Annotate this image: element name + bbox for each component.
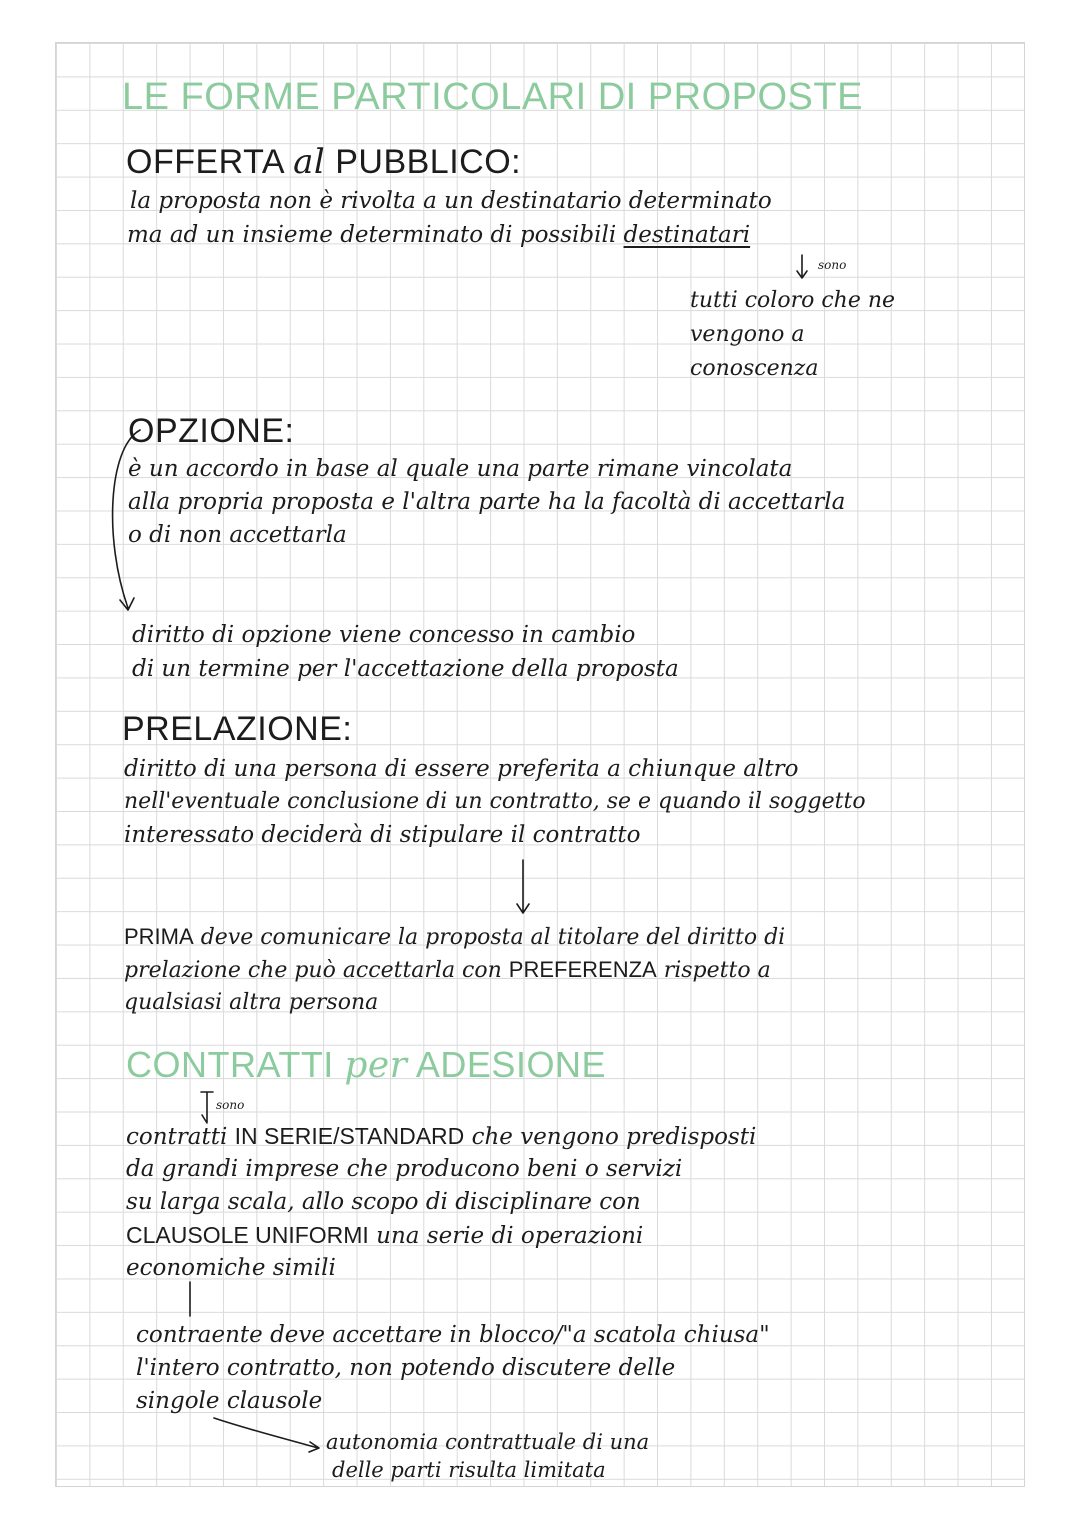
contratti-clausole-uniformi: CLAUSOLE UNIFORMI: [126, 1222, 369, 1248]
offerta-destinatari: destinatari: [623, 222, 751, 248]
contratti-line-3: su larga scala, allo scopo di disciplinare con: [126, 1189, 641, 1215]
contratti-note-line-3: singole clausole: [136, 1388, 323, 1414]
prelazione-prima: PRIMA: [124, 924, 194, 949]
contratti-arrow-note: sono: [216, 1098, 245, 1112]
prelazione-note-line-3: qualsiasi altra persona: [124, 990, 379, 1015]
opzione-heading: OPZIONE:: [128, 412, 295, 450]
offerta-note-line-3: conoscenza: [690, 356, 819, 381]
prelazione-preferenza: PREFERENZA: [508, 957, 657, 982]
contratti-final-line-1: autonomia contrattuale di una: [326, 1430, 650, 1454]
contratti-line-4-text: una serie di operazioni: [376, 1223, 644, 1249]
offerta-line-2-text: ma ad un insieme determinato di possibili: [127, 222, 617, 248]
contratti-sono-arrow-icon: [201, 1092, 213, 1123]
prelazione-note-line-2-text: prelazione che può accettarla con: [124, 958, 502, 983]
prelazione-note-line-2-end: rispetto a: [663, 958, 771, 983]
offerta-heading-word1: OFFERTA: [126, 143, 284, 181]
offerta-note-line-2: vengono a: [690, 322, 805, 347]
prelazione-line-3: interessato deciderà di stipulare il contratto: [124, 822, 641, 848]
prelazione-arrow-icon: [517, 860, 529, 913]
offerta-heading-word3: PUBBLICO:: [335, 143, 522, 181]
contratti-heading-word1: CONTRATTI: [126, 1044, 334, 1085]
contratti-heading-word2: per: [344, 1045, 408, 1086]
opzione-line-3: o di non accettarla: [128, 522, 347, 548]
contratti-note-line-1: contraente deve accettare in blocco/"a scatola chiusa": [136, 1322, 770, 1348]
prelazione-heading: PRELAZIONE:: [122, 710, 353, 748]
contratti-final-line-2: delle parti risulta limitata: [332, 1458, 606, 1482]
contratti-line-1-end: che vengono predisposti: [471, 1124, 757, 1150]
offerta-line-1: la proposta non è rivolta a un destinatario determinato: [130, 188, 772, 214]
autonomia-arrow-icon: [214, 1418, 319, 1452]
prelazione-line-2: nell'eventuale conclusione di un contratto, se e quando il soggetto: [124, 789, 866, 814]
opzione-note-line-2: di un termine per l'accettazione della proposta: [132, 656, 679, 682]
contratti-line-5: economiche simili: [126, 1255, 336, 1281]
contratti-note-line-2: l'intero contratto, non potendo discutere delle: [136, 1355, 676, 1381]
opzione-line-1: è un accordo in base al quale una parte rimane vincolata: [128, 456, 793, 482]
contratti-line-2: da grandi imprese che producono beni o servizi: [126, 1156, 683, 1182]
contratti-in-serie: IN SERIE/STANDARD: [234, 1123, 465, 1149]
opzione-curve-arrow-icon: [113, 430, 140, 610]
opzione-note-line-1: diritto di opzione viene concesso in cambio: [132, 622, 636, 648]
contratti-heading-word3: ADESIONE: [415, 1044, 606, 1085]
prelazione-line-1: diritto di una persona di essere preferita a chiunque altro: [124, 756, 799, 782]
offerta-heading-word2: al: [293, 142, 326, 182]
offerta-arrow-note: sono: [818, 258, 847, 272]
offerta-note-line-1: tutti coloro che ne: [690, 288, 896, 313]
destinatari-arrow-icon: [797, 255, 807, 278]
contratti-line-1-text: contratti: [126, 1124, 228, 1150]
prelazione-note-line-1-text: deve comunicare la proposta al titolare del diritto di: [200, 925, 786, 950]
opzione-line-2: alla propria proposta e l'altra parte ha la facoltà di accettarla: [128, 489, 846, 515]
page-title: LE FORME PARTICOLARI DI PROPOSTE: [122, 76, 863, 118]
